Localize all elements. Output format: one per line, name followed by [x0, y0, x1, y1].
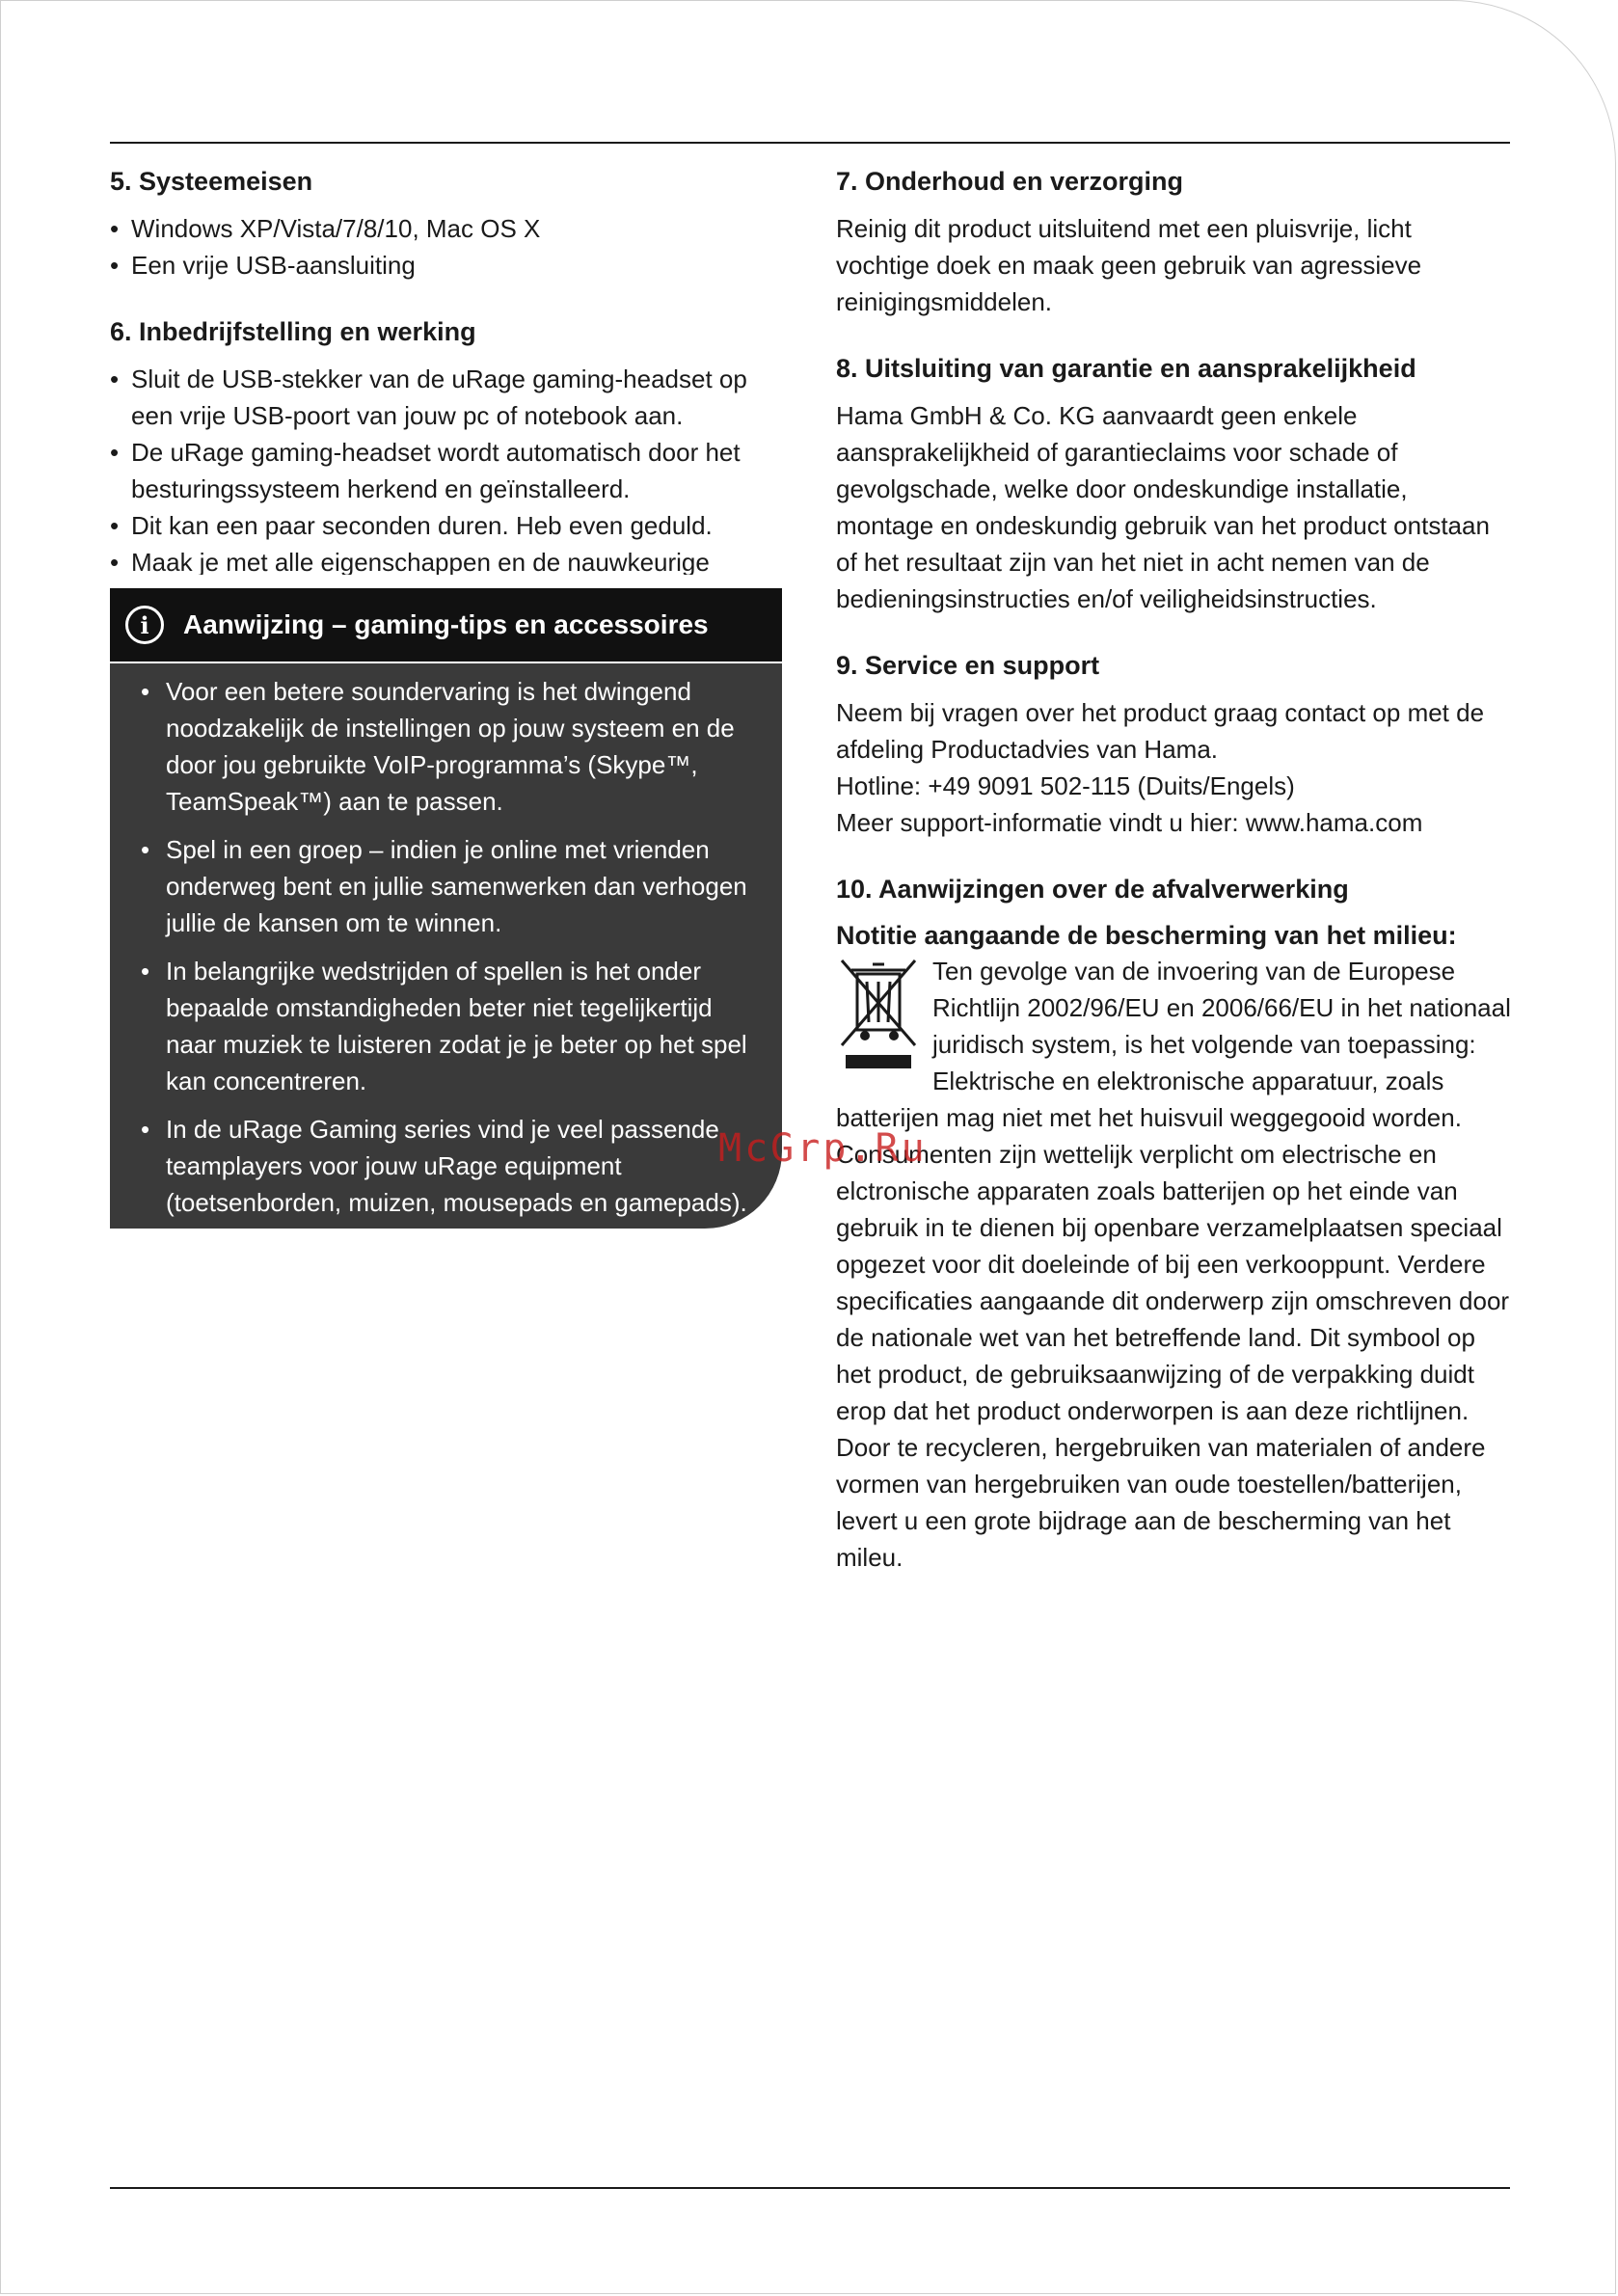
section-9-line: Hotline: +49 9091 502-115 (Duits/Engels): [836, 771, 1295, 800]
note-item: • Spel in een groep – indien je online met vrienden onderweg bent en jullie samenwerken dan verhogen jullie de kansen om te winnen.: [127, 831, 759, 941]
list-item: • Windows XP/Vista/7/8/10, Mac OS X: [110, 210, 785, 247]
section-6-title: 6. Inbedrijfstelling en werking: [110, 317, 476, 346]
section-7-title: 7. Onderhoud en verzorging: [836, 167, 1184, 196]
bottom-rule: [110, 2187, 1510, 2189]
note-item: • Voor een betere soundervaring is het dwingend noodzakelijk de instellingen op jouw systeem en de door jou gebruikte VoIP-programma’s (Skype™, TeamSpeak™) aan te passen.: [127, 673, 759, 820]
section-5-title: 5. Systeemeisen: [110, 167, 313, 196]
section-7: [836, 164, 1511, 320]
top-rule: [110, 142, 1510, 144]
weee-row: [836, 953, 1511, 1099]
section-6: [110, 314, 785, 575]
note-item: • In de uRage Gaming series vind je veel passende teamplayers voor jouw uRage equipment (toetsenborden, muizen, mousepads en gamepads).: [127, 1111, 759, 1221]
section-9-title: 9. Service en support: [836, 651, 1100, 680]
left-column: [110, 164, 785, 606]
section-10-text: batterijen mag niet met het huisvuil weggegooid worden. Consumenten zijn wettelijk verplicht om electrische en elctronische apparaten zoals batterijen op het einde van gebruik in te dienen bij openbare verzamelplaatsen speciaal opgezet voor dit doeleinde of bij een verkooppunt. Verdere specificaties aangaande dit onderwerp zijn omschreven door de nationale wet van het betreffende land. Dit symbool op het product, de gebruiksaanwijzing of de verpakking duidt erop dat het product onderworpen is aan deze richtlijnen. Door te recycleren, hergebruiken van materialen of andere vormen van hergebruiken van oude toestellen/batterijen, levert u een grote bijdrage aan de bescherming van het mileu.: [836, 1103, 1510, 1572]
section-6-list: [110, 361, 785, 575]
section-5: [110, 164, 785, 284]
weee-crossed-bin-icon: [836, 953, 921, 1078]
note-body: [110, 663, 782, 1229]
right-column: [836, 164, 1511, 1607]
section-9: [836, 648, 1511, 841]
watermark: McGrp.Ru: [718, 1126, 928, 1171]
section-8: [836, 351, 1511, 617]
note-title: Aanwijzing – gaming-tips en accessoires: [183, 609, 709, 639]
list-item: • Dit kan een paar seconden duren. Heb even geduld.: [110, 507, 785, 544]
section-8-text: Hama GmbH & Co. KG aanvaardt geen enkele aansprakelijkheid of garantieclaims voor schade of gevolgschade, welke door ondeskundige installatie, montage en ondeskundig gebruik van het product ontstaan of het resultaat zijn van het niet in acht nemen van de bedieningsinstructies en/of veiligheidsinstructies.: [836, 401, 1490, 613]
note-list: [127, 673, 759, 1221]
list-item: • Sluit de USB-stekker van de uRage gaming-headset op een vrije USB-poort van jouw pc of notebook aan.: [110, 361, 785, 434]
section-8-title: 8. Uitsluiting van garantie en aansprakelijkheid: [836, 354, 1416, 383]
section-10: [836, 872, 1511, 1576]
list-item: • Een vrije USB-aansluiting: [110, 247, 785, 284]
section-10-subtitle: Notitie aangaande de bescherming van het milieu:: [836, 921, 1457, 950]
section-5-list: [110, 210, 785, 284]
section-9-line: Neem bij vragen over het product graag contact op met de afdeling Productadvies van Hama.: [836, 698, 1485, 764]
note-item: • In belangrijke wedstrijden of spellen is het onder bepaalde omstandigheden beter niet tegelijkertijd naar muziek te luisteren zodat je je beter op het spel kan concentreren.: [127, 953, 759, 1099]
section-9-line: Meer support-informatie vindt u hier: www.hama.com: [836, 808, 1423, 837]
section-7-text: Reinig dit product uitsluitend met een pluisvrije, licht vochtige doek en maak geen gebruik van agressieve reinigingsmiddelen.: [836, 214, 1422, 316]
list-item: • Maak je met alle eigenschappen en de nauwkeurige: [110, 544, 785, 575]
section-10-text-beside-icon: Ten gevolge van de invoering van de Europese Richtlijn 2002/96/EU en 2006/66/EU in het nationaal juridisch system, is het volgende van toepassing: Elektrische en elektronische apparatuur, zoals: [932, 957, 1511, 1095]
info-icon: i: [125, 606, 164, 644]
section-10-title: 10. Aanwijzingen over de afvalverwerking: [836, 875, 1349, 904]
note-header: [110, 588, 782, 662]
list-item: • De uRage gaming-headset wordt automatisch door het besturingssysteem herkend en geïnstalleerd.: [110, 434, 785, 507]
